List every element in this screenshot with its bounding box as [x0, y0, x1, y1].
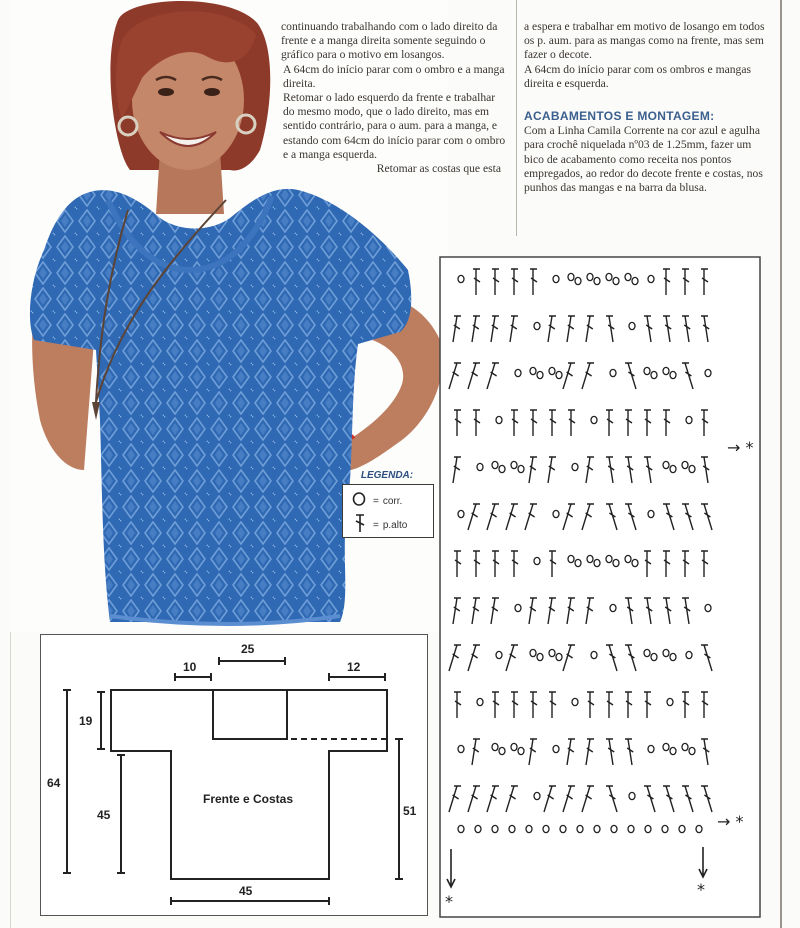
legend-equals: = — [373, 496, 379, 507]
dim-line-bottom-width — [171, 897, 329, 905]
legend-label: corr. — [382, 496, 403, 507]
dim-label-sleeve-height: 19 — [79, 714, 93, 728]
dim-label-total-height: 64 — [47, 776, 61, 790]
garment-outline — [111, 690, 387, 879]
dim-line-side-height — [395, 739, 403, 879]
dim-label-right-shoulder: 12 — [347, 660, 361, 674]
section-body: Com a Linha Camila Corrente na cor azul e agulha para crochê niquelada nº03 de 1.25mm, fazer um bico de acabamento como receita nos pontos empregados, ao redor do decote frente e costas, nos punhos das mangas e na barra da blusa. — [524, 124, 763, 195]
dim-line-right-shoulder — [329, 673, 385, 681]
dim-line-left-shoulder — [175, 673, 211, 681]
legend-item-double-crochet — [351, 513, 407, 538]
schematic-label: Frente e Costas — [203, 792, 294, 806]
dim-line-sleeve-height — [97, 692, 105, 749]
chart-frame — [440, 257, 760, 917]
asterisk-icon: * — [445, 892, 453, 911]
neck-opening — [213, 690, 287, 739]
dim-line-top — [219, 657, 285, 665]
article-paragraph: continuando trabalhando com o lado direito da frente e a manga direita somente seguindo o gráfico para o motivo em losangos. — [281, 20, 498, 62]
article-column-left — [275, 20, 507, 176]
article-paragraph: Retomar as costas que esta — [376, 162, 501, 176]
dim-label-body-height: 45 — [97, 808, 111, 822]
crochet-stitch-chart — [437, 255, 783, 919]
dim-label-top: 25 — [241, 642, 255, 656]
legend-box — [342, 484, 434, 538]
repeat-marker: → * — [717, 812, 744, 831]
asterisk-icon: * — [697, 880, 705, 899]
legend-label: p.alto — [382, 520, 408, 531]
section-heading: ACABAMENTOS E MONTAGEM: — [524, 109, 715, 124]
article-paragraph: A 64cm do início parar com os ombros e mangas direita e esquerda. — [524, 62, 751, 90]
dim-label-bottom-width: 45 — [239, 884, 253, 898]
chain-circle-icon — [351, 491, 367, 512]
repeat-marker: → * — [727, 438, 754, 457]
legend — [340, 470, 434, 540]
dim-label-side-height: 51 — [403, 804, 417, 818]
schematic-diagram — [40, 634, 428, 916]
article-paragraph: Retomar o lado esquerdo da frente e trabalhar do mesmo modo, que o lado direito, mas em sentido contrário, para o aum. para a manga, e estando com 64cm do início parar com o ombro e a manga esquerda. — [283, 91, 506, 161]
legend-title: LEGENDA: — [360, 470, 414, 481]
legend-equals: = — [373, 520, 379, 531]
article-column-right — [524, 20, 774, 195]
dim-line-body-height — [117, 755, 125, 873]
legend-item-chain — [351, 491, 402, 512]
dim-label-left-shoulder: 10 — [183, 660, 197, 674]
article-paragraph: a espera e trabalhar em motivo de losango em todos os p. aum. para as mangas como na frente, mas sem fazer o decote. — [524, 20, 765, 62]
dim-line-total-height — [63, 690, 71, 873]
double-crochet-icon — [351, 513, 367, 538]
column-divider — [516, 0, 517, 236]
article-paragraph: A 64cm do início parar com o ombro e a manga direita. — [283, 62, 505, 90]
